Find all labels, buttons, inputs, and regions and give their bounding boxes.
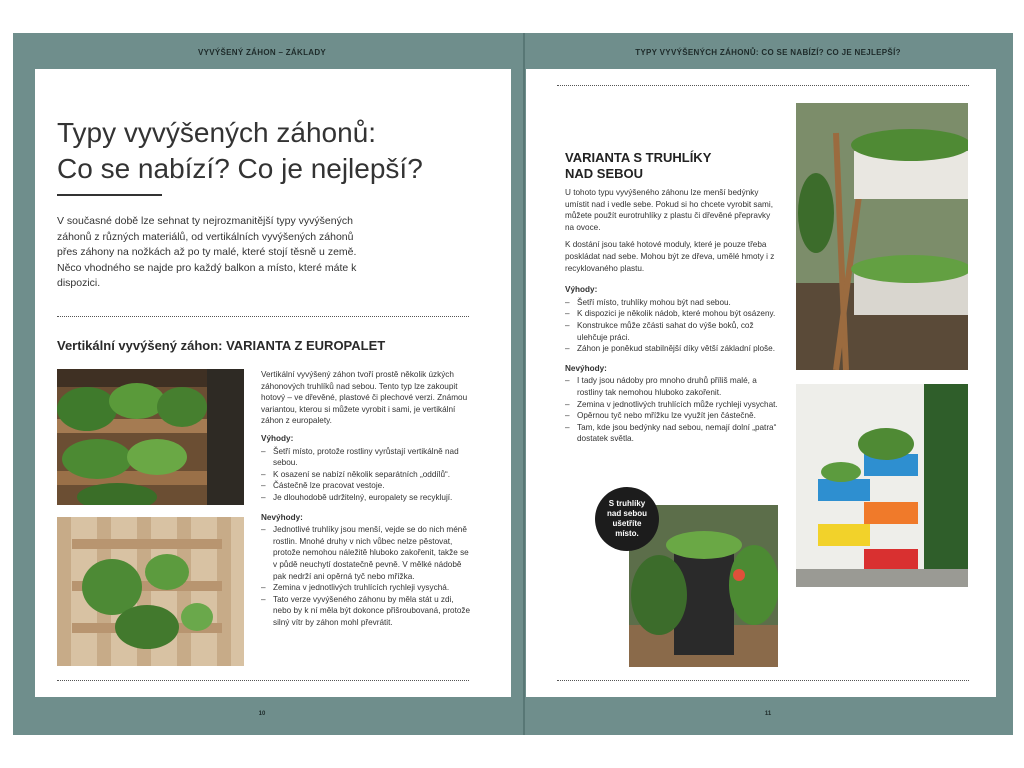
list-item: – Jednotlivé truhlíky jsou menší, vejde se do nich méně rostlin. Mnohé druhy v nich vůbec nelze pěstovat, protože nemohou náležitě hluboko zakořenit, takže se v půdě neuchytí dostatečně pevně. V mělké nádobě pak nedrží ani opěrná tyč nebo mřížka. xyxy=(261,524,474,582)
list-item: – K dispozici je několik nádob, které mohou být osázeny. xyxy=(565,308,780,320)
stacked-planters-text xyxy=(565,187,780,445)
cons-list xyxy=(261,524,474,628)
photo-europallet-wall xyxy=(57,517,244,666)
tip-badge xyxy=(595,487,659,551)
right-pros-heading: Výhody: xyxy=(565,285,598,295)
page-title xyxy=(57,115,423,187)
list-item: – Záhon je poněkud stabilnější díky větší základní ploše. xyxy=(565,343,780,355)
title-rule xyxy=(57,194,162,196)
right-page-number: 11 xyxy=(764,711,772,717)
right-cons-list xyxy=(565,375,780,445)
list-item: – Konstrukce může zčásti sahat do výše boků, což ulehčuje práci. xyxy=(565,320,780,343)
tip-badge-text: S truhlíky nad sebou ušetříte místo. xyxy=(606,499,647,538)
right-section-heading xyxy=(565,150,711,182)
list-item: – Zemina v jednotlivých truhlících rychleji vysychá. xyxy=(261,582,474,594)
europalet-description: Vertikální vyvýšený záhon tvoří prostě několik úzkých záhonových truhlíků nad sebou. Tento typ lze zakoupit hotový – ve dřevěné, plastové či plechové verzi. Známou variantou, kterou si můžete vyrobit i sami, je vertikální záhon z europalety. xyxy=(261,370,468,426)
right-heading-line2: NAD SEBOU xyxy=(565,166,644,181)
list-item: – Tato verze vyvýšeného záhonu by měla stát u zdi, nebo by k ní měla být dokonce přišroubovaná, protože silný vítr by záhon mohl převrátit. xyxy=(261,594,474,629)
right-pros-list xyxy=(565,297,780,355)
photo-colored-crates xyxy=(796,384,968,587)
pros-list xyxy=(261,446,474,504)
divider-dots xyxy=(557,85,969,86)
right-heading-line1: VARIANTA S TRUHLÍKY xyxy=(565,150,712,165)
list-item: – K osazení se nabízí několik separátních „oddílů“. xyxy=(261,469,474,481)
section-heading: Vertikální vyvýšený záhon: VARIANTA Z EUROPALET xyxy=(57,338,386,353)
left-page-number: 10 xyxy=(258,711,266,717)
divider-dots xyxy=(57,316,469,317)
list-item: – Částečně lze pracovat vestoje. xyxy=(261,480,474,492)
list-item: – Zemina v jednotlivých truhlících může rychleji vysychat. xyxy=(565,399,780,411)
page-title-line2: Co se nabízí? Co je nejlepší? xyxy=(57,153,423,184)
list-item: – Šetří místo, protože rostliny vyrůstají vertikálně nad sebou. xyxy=(261,446,474,469)
photo-stand-planters xyxy=(796,103,968,370)
pros-heading: Výhody: xyxy=(261,433,294,443)
list-item: – Je dlouhodobě udržitelný, europalety se recyklují. xyxy=(261,492,474,504)
book-gutter xyxy=(523,33,525,735)
europalet-text xyxy=(261,369,474,628)
right-cons-heading: Nevýhody: xyxy=(565,363,607,373)
left-running-header: VYVÝŠENÝ ZÁHON – ZÁKLADY xyxy=(197,48,327,57)
stacked-para2: K dostání jsou také hotové moduly, které je pouze třeba poskládat nad sebe. Mohou být ze dřeva, umělé hmoty i z recyklovaného plastu. xyxy=(565,240,775,273)
list-item: – I tady jsou nádoby pro mnoho druhů příliš malé, a rostliny tak nemohou hluboko zakořenit. xyxy=(565,375,780,398)
page-title-line1: Typy vyvýšených záhonů: xyxy=(57,117,377,148)
intro-paragraph: V současné době lze sehnat ty nejrozmanitější typy vyvýšených záhonů z různých materiálů, od vertikálních vyvýšených záhonů přes záhony na nožkách až po ty malé, které stojí těsně u země. Něco vhodného se najde pro každý balkon a místo, které máte k dispozici. xyxy=(57,215,357,289)
divider-dots xyxy=(57,680,469,681)
list-item: – Tam, kde jsou bedýnky nad sebou, nemají dolní „patra“ dostatek světla. xyxy=(565,422,780,445)
list-item: – Šetří místo, truhlíky mohou být nad sebou. xyxy=(565,297,780,309)
list-item: – Opěrnou tyč nebo mřížku lze využít jen částečně. xyxy=(565,410,780,422)
cons-heading: Nevýhody: xyxy=(261,512,303,522)
divider-dots xyxy=(557,680,969,681)
stacked-para1: U tohoto typu vyvýšeného záhonu lze menší bedýnky umístit nad i vedle sebe. Pokud si ho chcete vyrobit sami, můžete použít eurotruhlíky z plastu či dřevěné přepravky na ovoce. xyxy=(565,188,773,232)
photo-pallet-planter xyxy=(57,369,244,505)
right-running-header: TYPY VYVÝŠENÝCH ZÁHONŮ: CO SE NABÍZÍ? CO JE NEJLEPŠÍ? xyxy=(635,48,901,57)
